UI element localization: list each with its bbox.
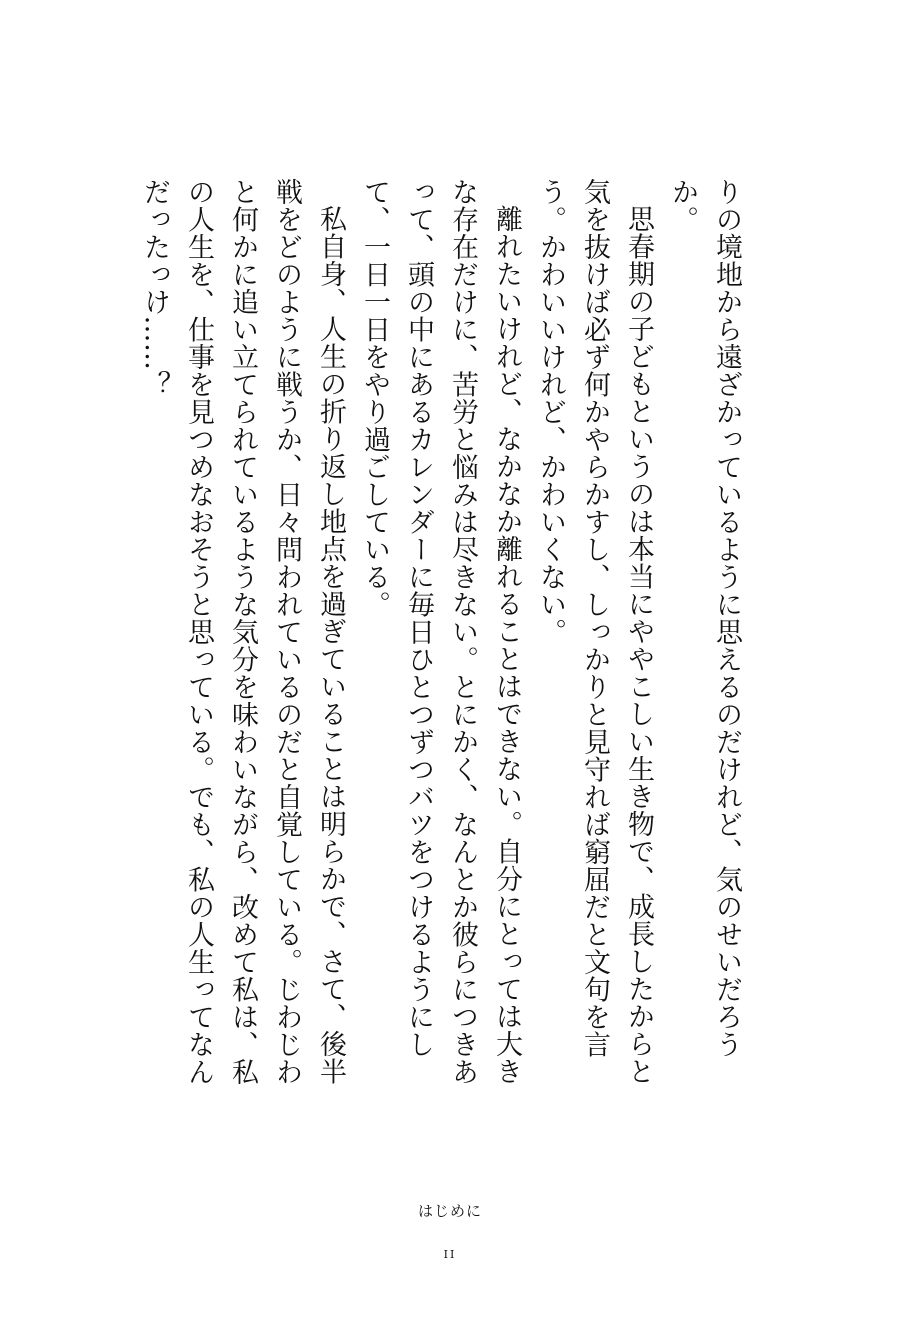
paragraph-2: 思春期の子どもというのは本当にややこしい生き物で、成長したからと気を抜けば必ず何かやらかすし、しっかりと見守れば窮屈だと文句を言う。かわいいけれど、かわいくない。 <box>535 178 654 1085</box>
paragraph-1: りの境地から遠ざかっているように思えるのだけれど、気のせいだろうか。 <box>667 178 742 1058</box>
paragraph-3: 離れたいけれど、なかなか離れることはできない。自分にとっては大きな存在だけに、苦労と悩みは尽きない。とにかく、なんとか彼らにつきあって、頭の中にあるカレンダーに毎日ひとつずつバツをつけるようにして、一日一日をやり過ごしている。 <box>359 178 522 1086</box>
body-text <box>132 178 748 1098</box>
paragraph-4: 私自身、人生の折り返し地点を過ぎていることは明らかで、さて、後半戦をどのように戦うか、日々問われているのだと自覚している。じわじわと何かに追い立てられているような気分を味わいながら、改めて私は、私の人生を、仕事を見つめなおそうと思っている。でも、私の人生ってなんだったっけ……？ <box>139 178 346 1086</box>
running-title: はじめに <box>417 1202 482 1220</box>
page-number: II <box>443 1248 457 1261</box>
